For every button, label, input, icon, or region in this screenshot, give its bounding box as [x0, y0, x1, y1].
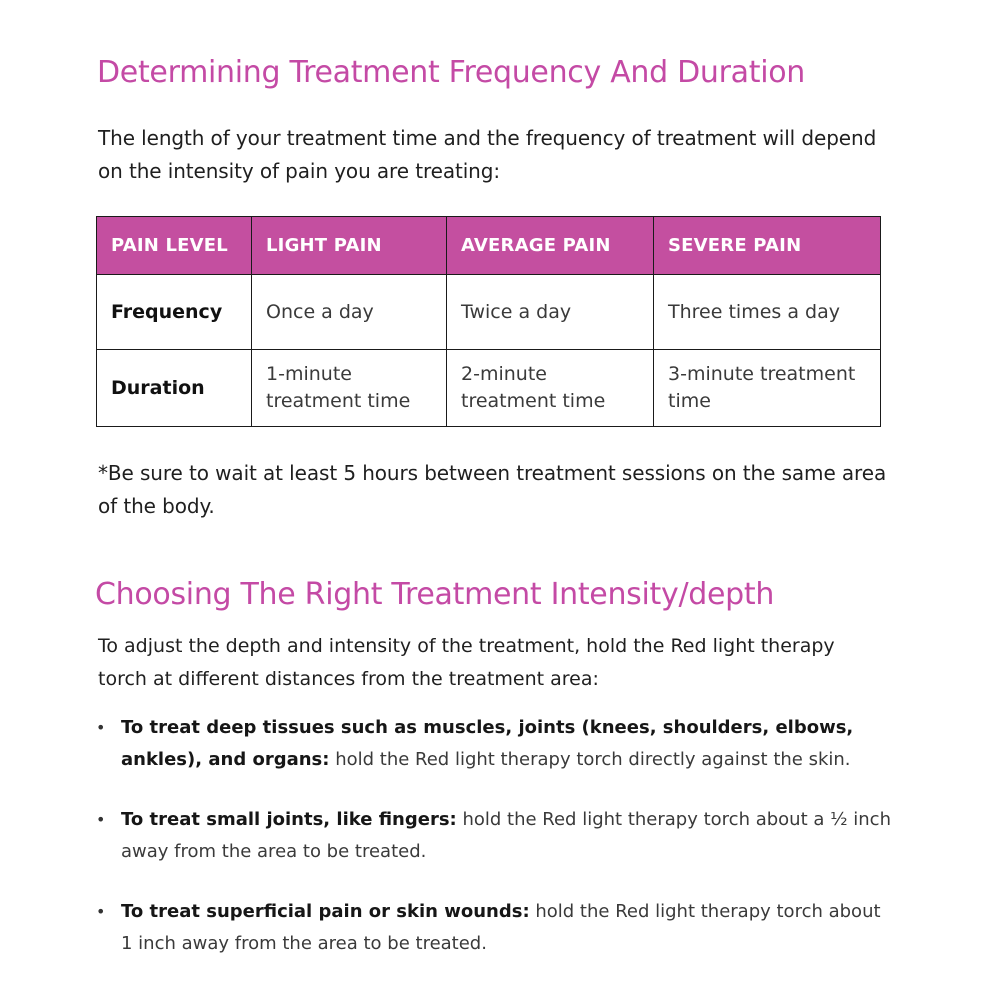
- row-label-frequency: Frequency: [97, 275, 252, 350]
- wait-note-text: *Be sure to wait at least 5 hours between treatment sessions on the same area of the body.: [98, 461, 887, 518]
- table-header-light-pain: LIGHT PAIN: [252, 217, 447, 275]
- table-cell: 3-minute treatment time: [654, 350, 881, 427]
- table-cell: 2-minute treatment time: [447, 350, 654, 427]
- table-header-row: [97, 217, 881, 275]
- treatment-table: [96, 216, 881, 427]
- bullet-body-text: hold the Red light therapy torch directly against the skin.: [329, 749, 851, 770]
- table-header-pain-level: PAIN LEVEL: [97, 217, 252, 275]
- table-cell: 1-minute treatment time: [252, 350, 447, 427]
- bullet-lead-text: To treat small joints, like fingers:: [121, 809, 457, 830]
- frequency-intro-text: The length of your treatment time and the frequency of treatment will depend on the intensity of pain you are treating:: [98, 126, 877, 183]
- bullet-dot-icon: •: [96, 902, 106, 921]
- table-cell: Once a day: [252, 275, 447, 350]
- section-heading-intensity: Choosing The Right Treatment Intensity/depth: [95, 577, 775, 612]
- list-item: [94, 896, 894, 960]
- table-header-severe-pain: SEVERE PAIN: [654, 217, 881, 275]
- list-item: [94, 804, 894, 868]
- bullet-dot-icon: •: [96, 718, 106, 737]
- table-cell: Twice a day: [447, 275, 654, 350]
- bullet-lead-text: To treat deep tissues such as muscles, joints (knees, shoulders, elbows, ankles), and organs:: [121, 717, 854, 770]
- list-item: [94, 712, 894, 776]
- table-header-average-pain: AVERAGE PAIN: [447, 217, 654, 275]
- bullet-dot-icon: •: [96, 810, 106, 829]
- table-row: [97, 275, 881, 350]
- bullet-body-text: hold the Red light therapy torch about a ½ inch away from the area to be treated.: [121, 809, 891, 862]
- intensity-intro-text: To adjust the depth and intensity of the treatment, hold the Red light therapy torch at different distances from the treatment area:: [98, 635, 835, 690]
- intensity-bullet-list: [94, 712, 894, 960]
- table-row: [97, 350, 881, 427]
- table-cell: Three times a day: [654, 275, 881, 350]
- row-label-duration: Duration: [97, 350, 252, 427]
- bullet-body-text: hold the Red light therapy torch about 1 inch away from the area to be treated.: [121, 901, 881, 954]
- bullet-lead-text: To treat superficial pain or skin wounds:: [121, 901, 530, 922]
- section-heading-frequency: Determining Treatment Frequency And Duration: [97, 55, 806, 90]
